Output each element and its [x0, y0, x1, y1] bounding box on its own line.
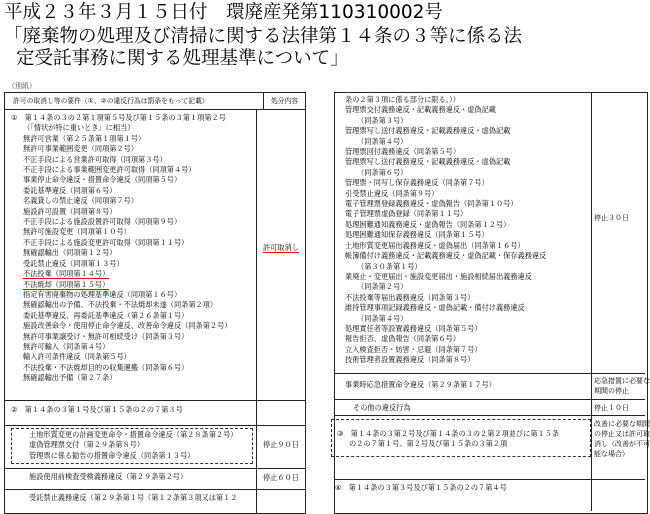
right-line: 電子管理票登録義務違反・虚偽報告（同条第１０号） [345, 199, 518, 209]
block1-line: 不正手段による事業範囲変更許可取得（同項第４号） [23, 165, 196, 175]
right-line: （同条第２号） [357, 282, 408, 292]
block1-line: 不正手段による施設変更許可取得（同項第１１号） [23, 237, 189, 247]
item4-text: ④ 第１４条の３第３号及び第１５条の２の７第４号 [335, 483, 507, 492]
right-line: 電子管理票虚偽登録（同条第１１号） [345, 209, 468, 219]
block1-line: 受託禁止違反（同項第１３号） [23, 258, 124, 268]
right-line: 管理票回付義務違反（同条第５号） [345, 147, 461, 157]
block4-line: 受託禁止義務違反（第２９条第１号（第１２条第３項又は第１２ [29, 493, 238, 502]
left-table [4, 92, 306, 514]
highlight-decoration [4, 284, 304, 296]
right-line: （同条第４号） [357, 136, 408, 146]
row-divider [335, 415, 645, 416]
right-line: 管理票写し送付義務違反・記載義務違反・虚偽記載 [345, 126, 511, 136]
block1-line: 施設許可設置（同項第８号） [23, 206, 117, 216]
attachment-label: （別紙） [8, 82, 36, 90]
right-line: 管理票交付義務違反・記載義務違反・虚偽記載 [345, 105, 496, 115]
block2-title: ② 第１４条の３第１号及び第１５条の２の７第３号 [11, 405, 183, 414]
title-header [4, 2, 646, 70]
block1-line: 不法投棄・不法焼却目的の収集運搬（同条第６号） [23, 362, 189, 372]
block1-line: 無確認輸出予備（第２７条） [23, 373, 117, 383]
block3-line: 施設使用前検査受検義務違反（第２９条第２号） [29, 472, 188, 481]
penalty-90-days: 停止９０日 [263, 440, 299, 449]
block1-line: 無許可事業譲受け・無許可相続受け（同条第３号） [23, 331, 189, 341]
left-table-body [5, 110, 305, 509]
penalty-10-days: 停止１０日 [594, 404, 629, 412]
right-line: 引受禁止違反（同条第９号） [345, 188, 439, 198]
penalty-30-days: 停止３０日 [594, 214, 629, 222]
block1-line: 無許可事業範囲変更（同項第２号） [23, 144, 139, 154]
item3-text [337, 429, 589, 450]
right-line: （同条第３号） [357, 115, 408, 125]
illegal-dumping-text: 不法投棄（同項第１４号） [23, 269, 110, 279]
block1-line: 事業停止命令違反・措置命令違反（同項第５号） [23, 175, 182, 185]
block2-line: 管理票に係る勧告の措置命令違反（同条第１３号） [29, 450, 195, 460]
block1-line: 無確認輸出の予備、不法投棄・不法焼却未遂（同条第２項） [23, 300, 218, 310]
block1-line: 無許可営業（第２５条第１項第１号） [23, 133, 146, 143]
block1-line: 無許可施設変更（同項第１０号） [23, 227, 131, 237]
notice-reference: 平成２３年３月１５日付 環廃産発第110310002号 [4, 2, 443, 23]
row-divider [335, 479, 645, 480]
block2-line: 土地形質変更の計画変更命令・措置命令違反（第２８条第２号） [29, 430, 238, 439]
right-line: 維持管理事項記録義務違反・虚偽記載・備付け義務違反 [345, 303, 525, 313]
block1-line: ① 第１４条の３の２第１項第５号及び第１５条の３第１項第２号 [11, 113, 226, 122]
right-line: 立入検査拒否・妨害・忌避（同条第７号） [345, 344, 482, 354]
penalty-60-days: 停止６０日 [263, 473, 299, 482]
left-table-header [5, 93, 305, 110]
right-line: 不法投棄等届出義務違反（同条第３号） [345, 292, 475, 302]
notice-title-line1: 「廃棄物の処理及び清掃に関する法律第１４条の３等に係る法 [4, 26, 523, 47]
right-line: （第３０条第１号） [357, 261, 422, 271]
right-line: 業廃止・変更届出・施設変更届出・施設相続届出義務違反 [345, 271, 532, 281]
improvement-penalty: 改善に必要な期間の停止又は許可取消し（改善が不可能な場合） [594, 420, 650, 458]
emergency-penalty: 応急措置に必要な期間の停止 [594, 377, 650, 395]
block1-line: （「情状が特に重いとき」に相当） [23, 123, 135, 133]
block2-line: 虚偽管理票交付（第２９条第８号） [29, 440, 145, 450]
right-table [334, 92, 648, 514]
right-block-1 [335, 93, 591, 375]
other-violations-text: その他の違反行為 [353, 403, 411, 412]
block-1 [5, 110, 305, 401]
block1-line: 委託基準違反、再委託基準違反（第２６条第１号） [23, 310, 189, 320]
block-4 [5, 490, 305, 509]
block1-line: 施設改善命令・使用停止命令違反、改善命令違反（同条第２号） [23, 321, 232, 331]
block-2-title [5, 401, 305, 426]
row-divider [335, 399, 645, 400]
requirements-column-header: 許可の取消し等の要件（①、②の違反行為は罰条をもって記載） [13, 96, 209, 105]
penalty-license-revocation [257, 243, 305, 253]
right-line: 管理票・同写し保存義務違反（同条第７号） [345, 178, 489, 188]
right-line: 報告拒否、虚偽報告（同条第６号） [345, 334, 461, 344]
block-3 [5, 469, 305, 490]
right-line: 処理困難通知保存義務違反（同条第１５号） [345, 230, 489, 240]
item3-line: ③ 第１４条の３第２号及び第１４条の３の２第２項並びに第１５条 [337, 429, 560, 438]
block1-line: 不正手段による営業許可取得（同項第３号） [23, 154, 167, 164]
right-line: 管理票写し送付義務違反・記載義務違反・虚偽記載 [345, 157, 511, 167]
disposition-column-header: 処分内容 [263, 93, 305, 109]
right-table-body [335, 93, 650, 513]
row-divider [335, 373, 645, 374]
block1-line: 無許可輸入（同条第４号） [23, 341, 110, 351]
right-line: 土地形質変更届出義務違反・虚偽届出（同条第１６号） [345, 240, 525, 250]
illegal-incineration-text: 不法焼却（同項第１５号） [23, 279, 110, 289]
penalty-license-revocation-text: 許可取消し [263, 243, 299, 252]
block1-line: 輸入許可条件違反（同条第５号） [23, 352, 131, 362]
block1-line: 無確認輸出（同項第１２号） [23, 248, 117, 258]
right-line: （同条第６号） [357, 167, 408, 177]
right-line: （同条第４号） [357, 313, 408, 323]
block1-line: 不正手段による施設設置許可取得（同項第９号） [23, 217, 182, 227]
block1-line-highlighted [5, 269, 305, 279]
block1-line: 名義貸しの禁止違反（同項第７号） [23, 196, 139, 206]
right-line: 条の２第３項に係る部分に限る。）） [345, 95, 460, 104]
notice-title-line2: 定受託事務に関する処理基準について」 [16, 48, 349, 69]
dashed-group-box [11, 428, 253, 464]
right-line: 技術管理者設置義務違反（同条第８号） [345, 355, 475, 365]
item3-line: の２の７第１号、第２号及び第１５条の３第２項 [349, 439, 508, 449]
block1-line: 指定有害廃棄物の処理基準違反（同項第１６号） [23, 289, 182, 299]
emergency-measure-text: 事業時応急措置命令違反（第２９条第１７号） [345, 380, 496, 389]
block1-line: 委託基準違反（同項第６号） [23, 185, 117, 195]
right-line: 処理責任者等設置義務違反（同条第５号） [345, 323, 482, 333]
right-line: 処理困難通知義務違反・虚偽報告（同条第１２号） [345, 219, 511, 229]
right-line: 帳簿備付け義務違反・記載義務違反・虚偽記載・保存義務違反 [345, 251, 547, 261]
block-2 [5, 426, 305, 469]
